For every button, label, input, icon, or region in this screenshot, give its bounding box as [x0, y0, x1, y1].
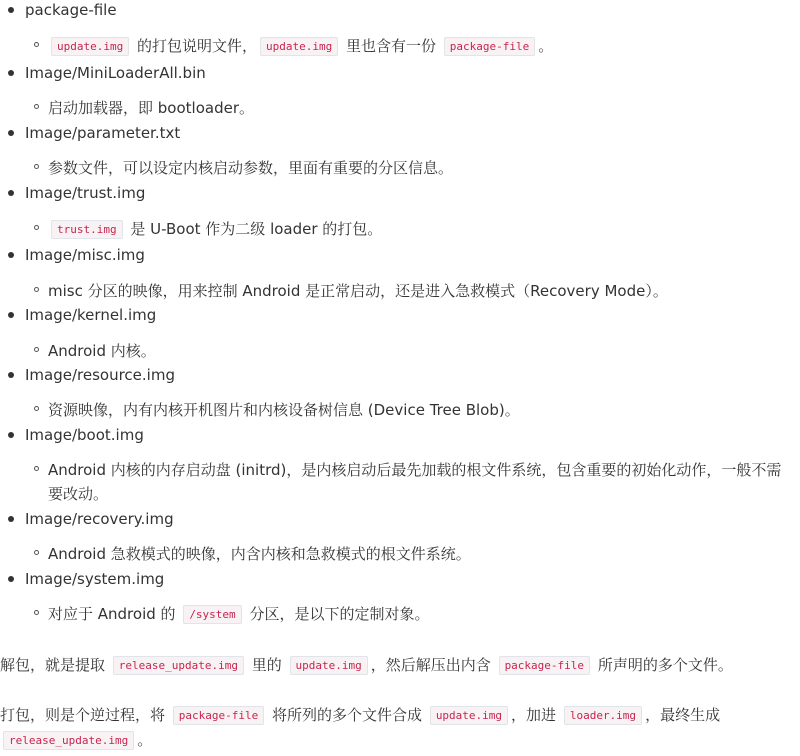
text-run: 是 U-Boot 作为二级 loader 的打包。 [125, 220, 383, 238]
item-title: Image/kernel.img [25, 306, 157, 324]
text-run: 分区，是以下的定制对象。 [244, 605, 430, 623]
text-run: 里也含有一份 [341, 37, 441, 55]
item-description [48, 458, 788, 506]
text-run: Android 内核。 [48, 342, 156, 360]
text-run: 所声明的多个文件。 [593, 656, 733, 674]
item-description [48, 156, 788, 180]
inline-code: update.img [260, 37, 338, 56]
item-title: Image/system.img [25, 570, 165, 588]
item-title: Image/parameter.txt [25, 124, 181, 142]
inline-code: update.img [430, 706, 508, 725]
inline-code: package-file [173, 706, 264, 725]
inline-code: trust.img [51, 220, 123, 239]
text-run: ，加进 [511, 706, 561, 724]
text-run: Android 内核的内存启动盘 (initrd)，是内核启动后最先加载的根文件系统，包含重要的初始化动作，一般不需要改动。 [48, 461, 782, 503]
inline-code: release_update.img [3, 731, 134, 750]
item-description [48, 339, 788, 363]
text-run: 资源映像，内有内核开机图片和内核设备树信息 (Device Tree Blob)。 [48, 401, 520, 419]
item-description [48, 602, 788, 627]
inline-code: package-file [444, 37, 535, 56]
text-run: ，最终生成 [645, 706, 721, 724]
item-title: Image/boot.img [25, 426, 144, 444]
inline-code: update.img [51, 37, 129, 56]
text-run: 对应于 Android 的 [48, 605, 181, 623]
text-run: 打包，则是个逆过程，将 [0, 706, 170, 724]
text-run: 将所列的多个文件合成 [267, 706, 427, 724]
item-title: Image/trust.img [25, 184, 146, 202]
unpack-paragraph [0, 653, 800, 678]
inline-code: release_update.img [113, 656, 244, 675]
text-run: Android 急救模式的映像，内含内核和急救模式的根文件系统。 [48, 545, 471, 563]
inline-code: /system [183, 605, 241, 624]
inline-code: package-file [499, 656, 590, 675]
text-run: ，然后解压出内含 [370, 656, 496, 674]
item-description [48, 96, 788, 120]
inline-code: loader.img [564, 706, 642, 725]
pack-paragraph [0, 703, 760, 753]
item-title: package-file [25, 1, 117, 19]
item-title: Image/misc.img [25, 246, 145, 264]
item-title: Image/recovery.img [25, 510, 174, 528]
text-run: 。 [538, 37, 554, 55]
text-run: 启动加载器，即 bootloader。 [48, 99, 254, 117]
item-description [48, 217, 788, 242]
text-run: 。 [137, 731, 153, 749]
item-description [48, 398, 788, 422]
inline-code: update.img [290, 656, 368, 675]
item-description [48, 542, 788, 566]
text-run: 参数文件，可以设定内核启动参数，里面有重要的分区信息。 [48, 159, 454, 177]
text-run: 的打包说明文件， [132, 37, 258, 55]
item-title: Image/resource.img [25, 366, 175, 384]
text-run: 里的 [247, 656, 287, 674]
text-run: 解包，就是提取 [0, 656, 110, 674]
item-title: Image/MiniLoaderAll.bin [25, 64, 206, 82]
item-description [48, 279, 788, 303]
text-run: misc 分区的映像，用来控制 Android 是正常启动，还是进入急救模式（Recovery Mode）。 [48, 282, 668, 300]
item-description [48, 34, 788, 59]
